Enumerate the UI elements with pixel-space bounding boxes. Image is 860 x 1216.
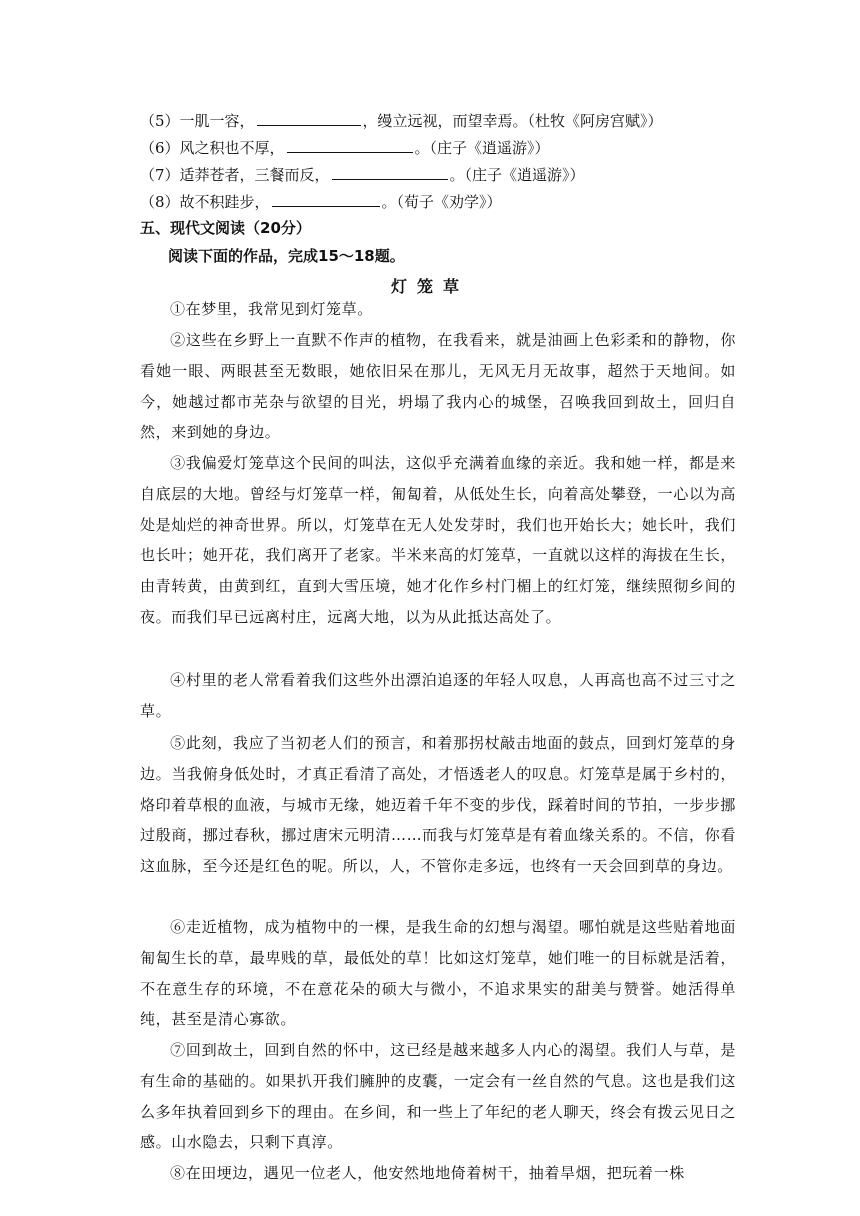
paragraph-4-text: ④村里的老人常看着我们这些外出漂泊追逐的年轻人叹息，人再高也高不过三寸之草。 bbox=[140, 671, 736, 720]
section-heading: 五、现代文阅读（20分） bbox=[140, 219, 311, 237]
quote-6 bbox=[140, 137, 550, 158]
paragraph-5 bbox=[140, 728, 736, 882]
paragraph-1-text: ①在梦里，我常见到灯笼草。 bbox=[170, 300, 373, 318]
paragraph-6-text: ⑥走近植物，成为植物中的一棵，是我生命的幻想与渴望。哪怕就是这些贴着地面匍匐生长的草，最卑贱的草，最低处的草！比如这灯笼草，她们唯一的目标就是活着，不在意生存的环境，不在意花朵的硕大与微小，不追求果实的甜美与赞誉。她活得单纯，甚至是清心寡欲。 bbox=[140, 918, 736, 1029]
paragraph-8 bbox=[140, 1158, 736, 1189]
paragraph-4 bbox=[140, 665, 736, 727]
paragraph-7-text: ⑦回到故土，回到自然的怀中，这已经是越来越多人内心的渴望。我们人与草，是有生命的基础的。如果扒开我们臃肿的皮囊，一定会有一丝自然的气息。这也是我们这么多年执着回到乡下的理由。在乡间，和一些上了年纪的老人聊天，终会有拨云见日之感。山水隐去，只剩下真淳。 bbox=[140, 1041, 736, 1152]
quote-8 bbox=[140, 191, 502, 212]
paragraph-3 bbox=[140, 448, 736, 633]
quote-5-suffix: ，缦立远视，而望幸焉。（杜牧《阿房宫赋》） bbox=[362, 112, 663, 130]
article-title: 灯笼草 bbox=[390, 277, 469, 296]
quote-6-suffix: 。（庄子《逍遥游》） bbox=[414, 139, 550, 157]
quote-5-prefix: （5）一肌一容， bbox=[140, 112, 255, 130]
paragraph-5-text: ⑤此刻，我应了当初老人们的预言，和着那拐杖敲击地面的鼓点，回到灯笼草的身边。当我俯身低处时，才真正看清了高处，才悟透老人的叹息。灯笼草是属于乡村的，烙印着草根的血液，与城市无缘，她迈着千年不变的步伐，踩着时间的节拍，一步步挪过殷商，挪过春秋，挪过唐宋元明清……而我与灯笼草是有着血缘关系的。不信，你看这血脉，至今还是红色的呢。所以，人，不管你走多远，也终有一天会回到草的身边。 bbox=[140, 734, 736, 876]
fill-blank-8[interactable] bbox=[272, 191, 380, 207]
fill-blank-7[interactable] bbox=[332, 164, 448, 180]
paragraph-8-text: ⑧在田埂边，遇见一位老人，他安然地地倚着树干，抽着旱烟，把玩着一株 bbox=[170, 1164, 685, 1182]
paragraph-2 bbox=[140, 325, 736, 448]
quote-7-prefix: （7）适莽苍者，三餐而反， bbox=[140, 166, 330, 184]
quote-7 bbox=[140, 164, 585, 185]
quote-6-prefix: （6）风之积也不厚， bbox=[140, 139, 285, 157]
fill-blank-6[interactable] bbox=[287, 137, 413, 153]
paragraph-1 bbox=[140, 294, 736, 325]
paragraph-2-text: ②这些在乡野上一直默不作声的植物，在我看来，就是油画上色彩柔和的静物，你看她一眼、两眼甚至无数眼，她依旧呆在那儿，无风无月无故事，超然于天地间。如今，她越过都市芜杂与欲望的目光，坍塌了我内心的城堡，召唤我回到故土，回归自然，来到她的身边。 bbox=[140, 331, 736, 442]
quote-8-suffix: 。（荀子《劝学》） bbox=[381, 193, 502, 211]
fill-blank-5[interactable] bbox=[257, 110, 361, 126]
paragraph-7 bbox=[140, 1035, 736, 1158]
reading-instruction: 阅读下面的作品，完成15～18题。 bbox=[168, 247, 405, 265]
quote-5 bbox=[140, 110, 663, 131]
quote-8-prefix: （8）故不积跬步， bbox=[140, 193, 270, 211]
quote-7-suffix: 。（庄子《逍遥游》） bbox=[449, 166, 585, 184]
paragraph-3-text: ③我偏爱灯笼草这个民间的叫法，这似乎充满着血缘的亲近。我和她一样，都是来自底层的大地。曾经与灯笼草一样，匍匐着，从低处生长，向着高处攀登，一心以为高处是灿烂的神奇世界。所以，灯笼草在无人处发芽时，我们也开始长大；她长叶，我们也长叶；她开花，我们离开了老家。半米来高的灯笼草，一直就以这样的海拔在生长，由青转黄，由黄到红，直到大雪压境，她才化作乡村门楣上的红灯笼，继续照彻乡间的夜。而我们早已远离村庄，远离大地，以为从此抵达高处了。 bbox=[140, 454, 736, 626]
paragraph-6 bbox=[140, 912, 736, 1035]
